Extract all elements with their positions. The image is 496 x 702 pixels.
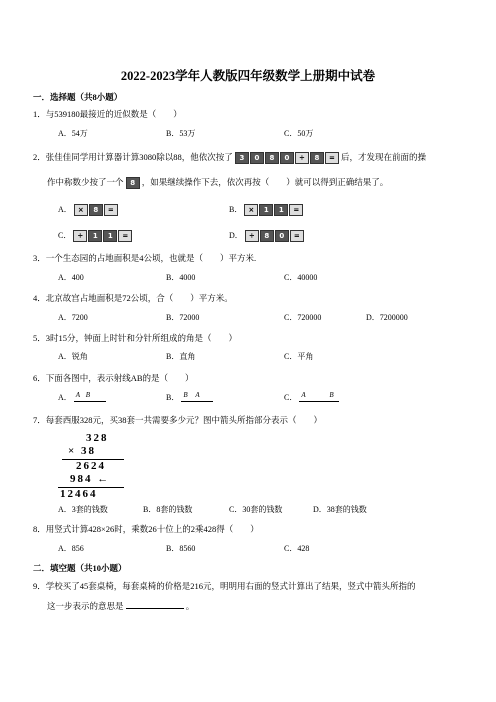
calc-row-1: 328: [86, 432, 109, 444]
page-title: 2022-2023学年人教版四年级数学上册期中试卷: [120, 69, 376, 83]
question-7: 7．每套西服328元，买38套一共需要多少元？图中箭头所指部分表示（ ）: [33, 415, 323, 425]
calculator-key: 1: [103, 230, 117, 242]
section-heading-choice: 一．选择题（共8小题）: [33, 92, 123, 102]
question-3: 3．一个生态园的占地面积是4公顷，也就是（ ）平方米.: [33, 253, 257, 263]
q1-option-a: A．54万: [58, 129, 88, 138]
calculator-key-missing: 8: [126, 177, 140, 189]
q5-option-b: B．直角: [166, 352, 196, 361]
ray-figure-a: [74, 393, 106, 403]
calculator-key: ÷: [73, 230, 87, 242]
q2-option-a-label: A．: [58, 205, 72, 214]
question-5: 5．3时15分，钟面上时针和分针所组成的角是（ ）: [33, 333, 238, 343]
calculator-key: 8: [265, 152, 279, 164]
calc-row-2: × 38: [68, 445, 97, 457]
q2-option-c-keys: [73, 230, 132, 242]
calculator-key: ÷: [295, 152, 309, 164]
point-b-label: B: [183, 391, 188, 400]
q2-option-d-label: D．: [229, 231, 243, 240]
question-1: 1．与539180最接近的近似数是（ ）: [33, 109, 182, 119]
calculator-key: 3: [235, 152, 249, 164]
q8-option-b: B．8560: [166, 544, 196, 553]
q6-option-a: [58, 392, 106, 403]
q3-option-c: C．40000: [284, 273, 318, 282]
q3-option-b: B．4000: [166, 273, 196, 282]
q2-option-c: [58, 230, 132, 242]
point-a-label: A: [195, 391, 200, 400]
q2-text-line2: 作中称数少按了一个: [47, 177, 124, 187]
q8-option-c: C．428: [284, 544, 310, 553]
q6-option-a-label: A．: [58, 393, 72, 402]
point-b-label: B: [329, 391, 334, 400]
q2-text-line1-end: 后，才发现在前面的操: [341, 152, 427, 162]
q6-option-b: [166, 392, 213, 403]
calculator-key: 8: [310, 152, 324, 164]
question-2: [33, 151, 426, 164]
calculator-key: =: [104, 204, 118, 216]
q1-option-c: C．50万: [284, 129, 314, 138]
q7-option-c: C．30套的钱数: [229, 505, 283, 514]
calculator-key: ×: [74, 204, 88, 216]
calculator-key: 8: [89, 204, 103, 216]
calculator-key: =: [289, 204, 303, 216]
calculator-key: ÷: [245, 230, 259, 242]
q2-option-b-keys: [244, 204, 303, 216]
q8-option-a: A．856: [58, 544, 84, 553]
q2-text-line1: 2．张佳佳同学用计算器计算3080除以88，他依次按了: [33, 152, 233, 162]
q4-option-a: A．7200: [58, 313, 88, 322]
q2-option-c-label: C．: [58, 231, 72, 240]
q7-option-a: A．3套的钱数: [58, 505, 108, 514]
q5-option-a: A．锐角: [58, 352, 88, 361]
ray-line: [181, 401, 213, 402]
q2-text-line2-end: ，如果继续操作下去，依次再按（ ）就可以得到正确结果了。: [141, 177, 389, 187]
calc-row-3: 2624: [76, 460, 106, 472]
q2-key-sequence: [235, 152, 339, 164]
q2-option-d: [229, 230, 304, 242]
question-4: 4．北京故宫占地面积是72公顷，合（ ）平方米。: [33, 293, 233, 303]
question-9-line1: 9．学校买了45套桌椅，每套桌椅的价格是216元，明明用右面的竖式计算出了结果，竖式中箭头所指的: [33, 581, 416, 591]
section-heading-fill-in: 二．填空题（共10小题）: [33, 563, 127, 573]
q2-option-a-keys: [74, 204, 118, 216]
answer-blank[interactable]: [126, 600, 184, 609]
question-6: 6．下面各图中，表示射线AB的是（ ）: [33, 373, 194, 383]
ray-line: [74, 401, 106, 402]
point-a-label: A: [301, 391, 306, 400]
calculator-key: 0: [275, 230, 289, 242]
q6-option-c-label: C．: [284, 393, 298, 402]
calculator-key: 1: [88, 230, 102, 242]
calculator-key: =: [118, 230, 132, 242]
q7-option-b: B．8套的钱数: [143, 505, 193, 514]
q4-option-c: C．720000: [284, 313, 322, 322]
calc-row-5: 12464: [60, 488, 98, 500]
q4-option-d: D．7200000: [366, 313, 408, 322]
q5-option-c: C．平角: [284, 352, 314, 361]
q4-option-b: B．72000: [166, 313, 200, 322]
calculator-key: =: [325, 152, 339, 164]
question-8: 8．用竖式计算428×26时，乘数26十位上的2乘428得（ ）: [33, 524, 259, 534]
calculator-key: 8: [260, 230, 274, 242]
calculator-key: =: [290, 230, 304, 242]
q9-text-line2-end: 。: [185, 601, 195, 611]
q1-option-b: B．53万: [166, 129, 196, 138]
q9-text-line2: 这一步表示的意思是: [47, 601, 124, 611]
ray-figure-c: [299, 393, 339, 403]
calculator-key: 1: [259, 204, 273, 216]
q2-option-d-keys: [245, 230, 304, 242]
ray-line: [299, 401, 339, 402]
calculator-key: 1: [274, 204, 288, 216]
calculator-key: 0: [280, 152, 294, 164]
q2-option-b-label: B．: [229, 205, 243, 214]
calc-row-4: 984 ←: [70, 473, 111, 485]
q2-option-b: [229, 204, 303, 216]
calculator-key: ×: [244, 204, 258, 216]
q6-option-b-label: B．: [166, 393, 180, 402]
point-b-label: B: [85, 391, 91, 400]
ray-figure-b: [181, 393, 213, 403]
q6-option-c: [284, 392, 339, 403]
q2-option-a: [58, 204, 118, 216]
question-9-line2: [47, 600, 194, 612]
q7-option-d: D．38套的钱数: [313, 505, 367, 514]
point-a-label: A: [75, 391, 81, 400]
q3-option-a: A．400: [58, 273, 84, 282]
calculator-key: 0: [250, 152, 264, 164]
